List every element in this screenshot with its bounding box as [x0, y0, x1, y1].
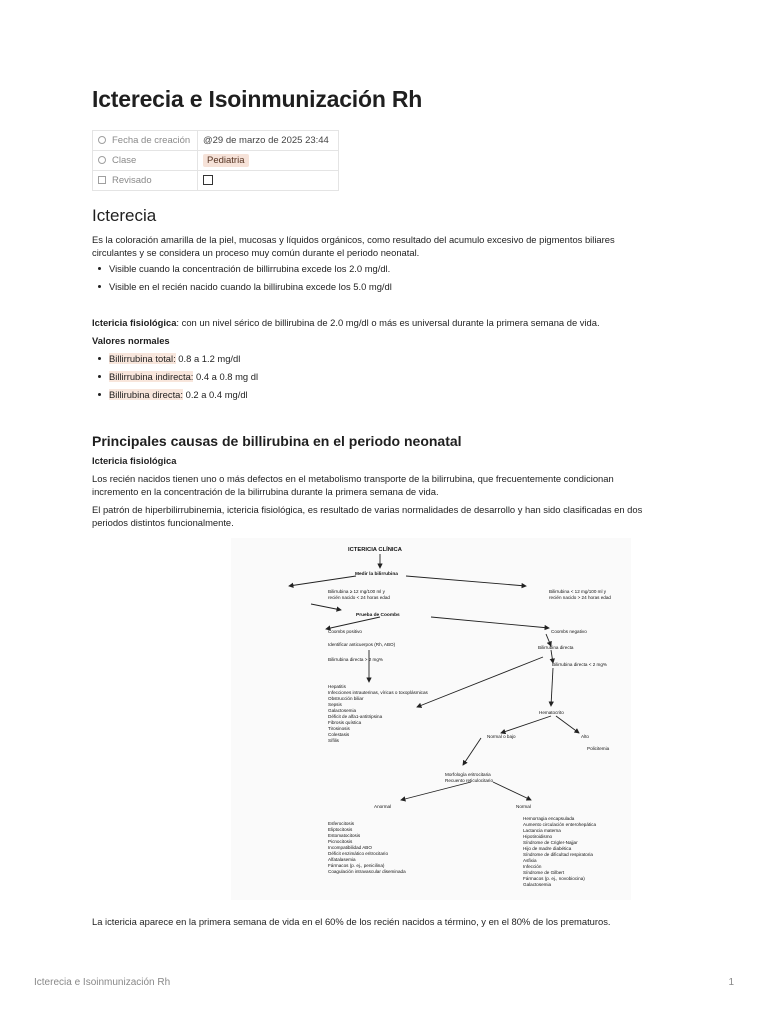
- causes-list-normal: [523, 816, 596, 887]
- property-row: [93, 131, 339, 151]
- flowchart-node: Coombs positivo: [328, 629, 362, 634]
- svg-text:Síndrome de Gilbert: Síndrome de Gilbert: [523, 870, 565, 875]
- clock-icon: [98, 136, 106, 144]
- select-icon: [98, 156, 106, 164]
- flowchart-node: Bilirrubina directa < 2 mg%: [552, 662, 608, 667]
- svg-text:Hijo de madre diabética: Hijo de madre diabética: [523, 846, 572, 851]
- visibility-list: [92, 263, 684, 299]
- svg-text:Asfixia: Asfixia: [523, 858, 537, 863]
- flowchart-node: Bilirrubina directa > 2 mg%: [328, 657, 384, 662]
- normal-values-list: [92, 353, 684, 407]
- reviewed-checkbox[interactable]: [203, 175, 213, 185]
- svg-text:Alfatalasemia: Alfatalasemia: [328, 857, 356, 862]
- svg-text:Tirosinosis: Tirosinosis: [328, 726, 350, 731]
- svg-text:Síndrome de Crigler-Najjar: Síndrome de Crigler-Najjar: [523, 840, 578, 845]
- svg-text:Déficit enzimático eritrocitar: Déficit enzimático eritrocitario: [328, 851, 388, 856]
- svg-text:Galactosemia: Galactosemia: [523, 882, 552, 887]
- subheading-fisiologica: Ictericia fisiológica: [92, 455, 177, 466]
- flowchart-node: Bilirrubina < 12 mg/100 ml y: [549, 589, 607, 594]
- paragraph: Los recién nacidos tienen uno o más defectos en el metabolismo transporte de la bilirrubina, que frecuentemente condicionan incremento en la concentración de la bilirrubina durante la primera semana de vida.: [92, 473, 614, 497]
- svg-text:Déficit de alfa1-antitripsina: Déficit de alfa1-antitripsina: [328, 714, 383, 719]
- flowchart-node: Bilirrubina ≥ 12 mg/100 ml y: [328, 589, 385, 594]
- property-key: Clase: [112, 155, 137, 166]
- flowchart-node: Coombs negativo: [551, 629, 587, 634]
- svg-text:Sífilis: Sífilis: [328, 738, 339, 743]
- svg-text:Galactosemia: Galactosemia: [328, 708, 357, 713]
- list-item: Visible cuando la concentración de billirrubina excede los 2.0 mg/dl.: [92, 263, 684, 281]
- flowchart-node: Recuento reticulocitario: [445, 778, 494, 783]
- valores-normales-label: Valores normales: [92, 335, 170, 346]
- property-value[interactable]: @29 de marzo de 2025 23:44: [198, 131, 339, 151]
- svg-text:Infección: Infección: [523, 864, 542, 869]
- class-tag[interactable]: Pediatria: [203, 154, 249, 167]
- svg-text:Sepsis: Sepsis: [328, 702, 342, 707]
- intro-paragraph: Es la coloración amarilla de la piel, mucosas y líquidos orgánicos, como resultado del acumulo excesivo de pigmentos biliares circulantes y se considera un proceso muy común durante el periodo neonatal.: [92, 234, 615, 258]
- flowchart-node: Prueba de Coombs: [356, 613, 400, 618]
- list-item: Visible en el recién nacido cuando la billirubina excede los 5.0 mg/dl: [92, 281, 684, 299]
- svg-text:Lactancia materna: Lactancia materna: [523, 828, 561, 833]
- flowchart-node: Normal o bajo: [487, 734, 516, 739]
- page-title: Icterecia e Isoinmunización Rh: [92, 86, 423, 112]
- flowchart-node: Normal: [516, 804, 531, 809]
- footer-title: Icterecia e Isoinmunización Rh: [34, 977, 171, 988]
- list-item: Billirubina directa: 0.2 a 0.4 mg/dl: [92, 389, 684, 407]
- flowchart-node: recién nacido < 24 horas edad: [328, 595, 390, 600]
- svg-text:Hipotiroidismo: Hipotiroidismo: [523, 834, 553, 839]
- page-number: 1: [728, 977, 734, 988]
- flowchart-node: Bilirrubina directa: [538, 645, 574, 650]
- causes-list-left: [328, 684, 429, 743]
- flowchart-node: Alto: [581, 734, 589, 739]
- checkbox-property-icon: [98, 176, 106, 184]
- flowchart-node: Hematocrito: [539, 710, 564, 715]
- paragraph: El patrón de hiperbilirrubinemia, ictericia fisiológica, es resultado de varias normalidades de desarrollo y han sido clasificadas en dos periodos distintos funcionalmente.: [92, 504, 643, 528]
- svg-text:Coagulación intravascular dise: Coagulación intravascular diseminada: [328, 869, 406, 874]
- svg-text:Fibrosis quística: Fibrosis quística: [328, 720, 362, 725]
- svg-text:Picnocitosis: Picnocitosis: [328, 839, 353, 844]
- flowchart-node: Anormal: [374, 804, 392, 809]
- svg-text:Eliptocitosis: Eliptocitosis: [328, 827, 353, 832]
- svg-text:Esferocitosis: Esferocitosis: [328, 821, 355, 826]
- section-heading-ictericia: Icterecia: [92, 206, 157, 225]
- svg-text:Fármacos (p. ej., penicilina): Fármacos (p. ej., penicilina): [328, 863, 385, 868]
- svg-text:Síndrome de dificultad respira: Síndrome de dificultad respiratoria: [523, 852, 593, 857]
- property-key: Revisado: [112, 175, 152, 186]
- closing-paragraph: La ictericia aparece en la primera semana de vida en el 60% de los recién nacidos a término, y en el 80% de los prematuros.: [92, 916, 611, 927]
- svg-text:Infecciones intrauterinas, vír: Infecciones intrauterinas, víricas o toxoplásmicas: [328, 690, 428, 695]
- svg-text:Colestasis: Colestasis: [328, 732, 350, 737]
- section-heading-causas: Principales causas de billirubina en el periodo neonatal: [92, 433, 462, 449]
- svg-text:Hemorragia encapsulada: Hemorragia encapsulada: [523, 816, 575, 821]
- flowchart-title: ICTERICIA CLÍNICA: [348, 547, 402, 553]
- flowchart-node: Medir la bilirrubina: [355, 572, 398, 577]
- flowchart-node: Policitemia: [587, 746, 610, 751]
- fisiologica-paragraph: Ictericia fisiológica: con un nivel sérico de billirubina de 2.0 mg/dl o más es universal durante la primera semana de vida.: [92, 317, 600, 328]
- list-item: Billirrubina indirecta: 0.4 a 0.8 mg dl: [92, 371, 684, 389]
- property-row: [93, 151, 339, 171]
- svg-text:Obstrucción biliar: Obstrucción biliar: [328, 696, 364, 701]
- flowchart-diagram: [231, 538, 631, 900]
- property-row: [93, 171, 339, 191]
- svg-text:Fármacos (p. ej., novobiocina): Fármacos (p. ej., novobiocina): [523, 876, 585, 881]
- flowchart-node: Morfología eritrocitaria: [445, 772, 491, 777]
- properties-table: [92, 130, 339, 191]
- svg-text:Aumento circulación enterohepá: Aumento circulación enterohepática: [523, 822, 597, 827]
- svg-text:Estomatocitosis: Estomatocitosis: [328, 833, 361, 838]
- property-key: Fecha de creación: [112, 135, 191, 146]
- flowchart-image: [231, 538, 631, 900]
- flowchart-node: Identificar anticuerpos (Rh, ABO): [328, 642, 396, 647]
- causes-list-anormal: [328, 821, 406, 874]
- svg-text:Hepatitis: Hepatitis: [328, 684, 346, 689]
- flowchart-node: recién nacido > 24 horas edad: [549, 595, 611, 600]
- list-item: Billirrubina total: 0.8 a 1.2 mg/dl: [92, 353, 684, 371]
- svg-text:Incompatibilidad ABO: Incompatibilidad ABO: [328, 845, 372, 850]
